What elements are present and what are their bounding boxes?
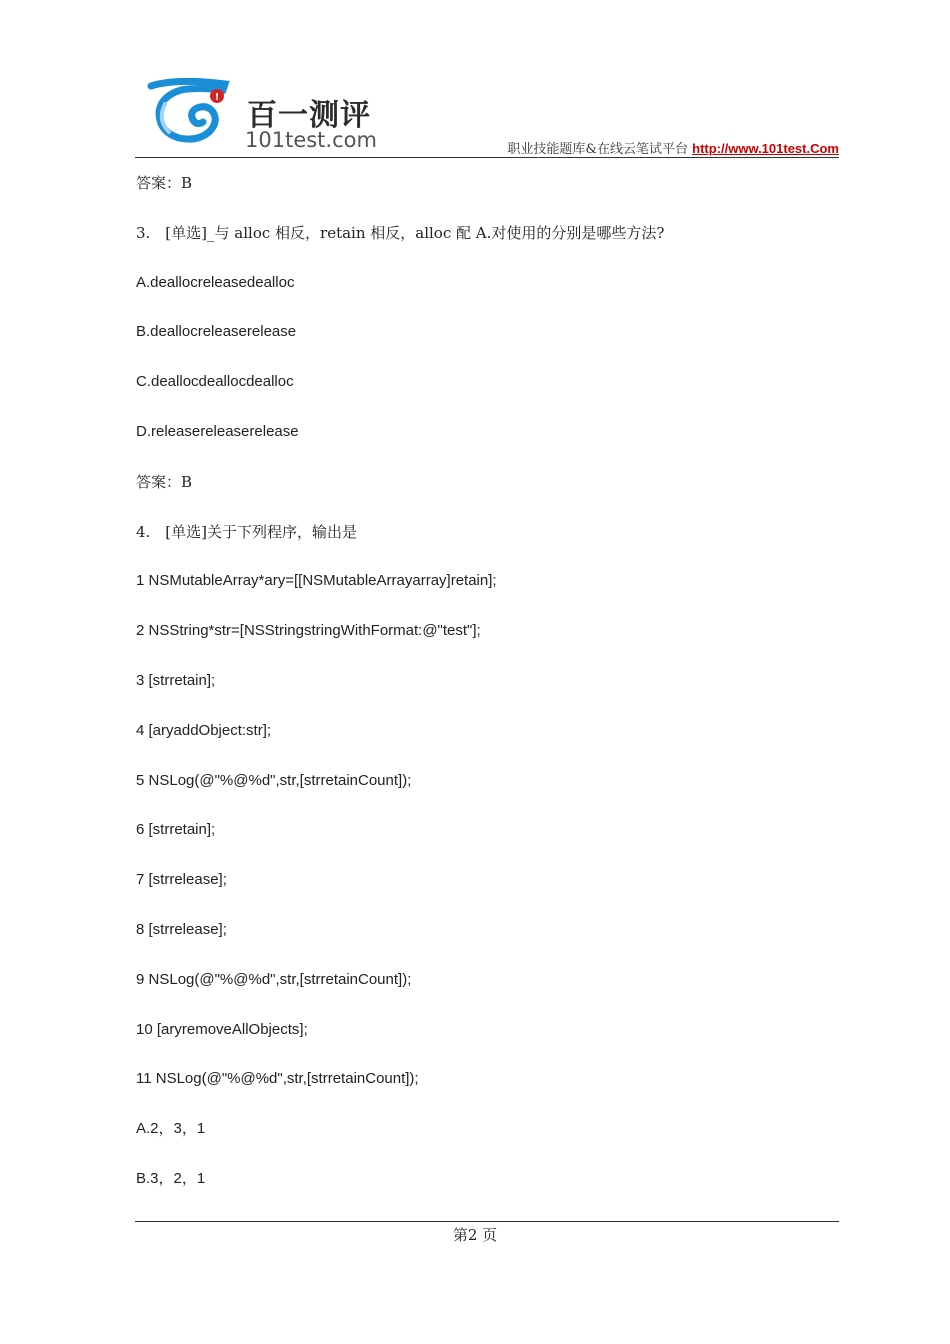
footer-divider <box>135 1221 839 1222</box>
site-link[interactable]: http://www.101test.Com <box>692 141 839 156</box>
logo-title: 百一测评 <box>247 98 371 133</box>
code-line: 4 [aryaddObject:str]; <box>136 721 272 739</box>
header-tagline <box>507 138 839 157</box>
option-d: D.releasereleaserelease <box>136 422 299 440</box>
page-header <box>135 70 839 160</box>
code-line: 3 [strretain]; <box>136 671 216 689</box>
option-b: B.3，2，1 <box>136 1169 206 1187</box>
document-body <box>136 172 836 1218</box>
header-divider <box>135 157 839 158</box>
option-b: B.deallocreleaserelease <box>136 323 297 341</box>
code-line: 7 [strrelease]; <box>136 871 227 889</box>
code-line: 2 NSString*str=[NSStringstringWithFormat:@"test"]; <box>136 622 481 640</box>
code-line: 9 NSLog(@"%@%d",str,[strretainCount]); <box>136 970 412 988</box>
code-line: 6 [strretain]; <box>136 821 216 839</box>
option-c: C.deallocdeallocdealloc <box>136 373 294 391</box>
option-a: A.deallocreleasedealloc <box>136 273 295 291</box>
question-4: 4. [单选]关于下列程序，输出是 <box>136 522 358 541</box>
page-number: 第2 页 <box>452 1226 498 1244</box>
code-line: 1 NSMutableArray*ary=[[NSMutableArrayarray]retain]; <box>136 572 497 590</box>
answer-line: 答案：B <box>136 174 193 192</box>
svg-text:!: ! <box>214 92 220 103</box>
question-3: 3. [单选]_与 alloc 相反，retain 相反，alloc 配 A.对使用的分别是哪些方法? <box>136 223 665 242</box>
logo-domain: 101test.com <box>245 128 377 152</box>
logo-swirl-icon <box>147 76 237 146</box>
code-line: 8 [strrelease]; <box>136 920 227 938</box>
code-line: 10 [aryremoveAllObjects]; <box>136 1020 308 1038</box>
code-line: 5 NSLog(@"%@%d",str,[strretainCount]); <box>136 771 412 789</box>
code-line: 11 NSLog(@"%@%d",str,[strretainCount]); <box>136 1070 419 1088</box>
answer-line: 答案：B <box>136 472 193 491</box>
option-a: A.2，3，1 <box>136 1120 206 1138</box>
tagline-text: 职业技能题库&在线云笔试平台 <box>507 142 688 157</box>
logo <box>147 76 387 151</box>
